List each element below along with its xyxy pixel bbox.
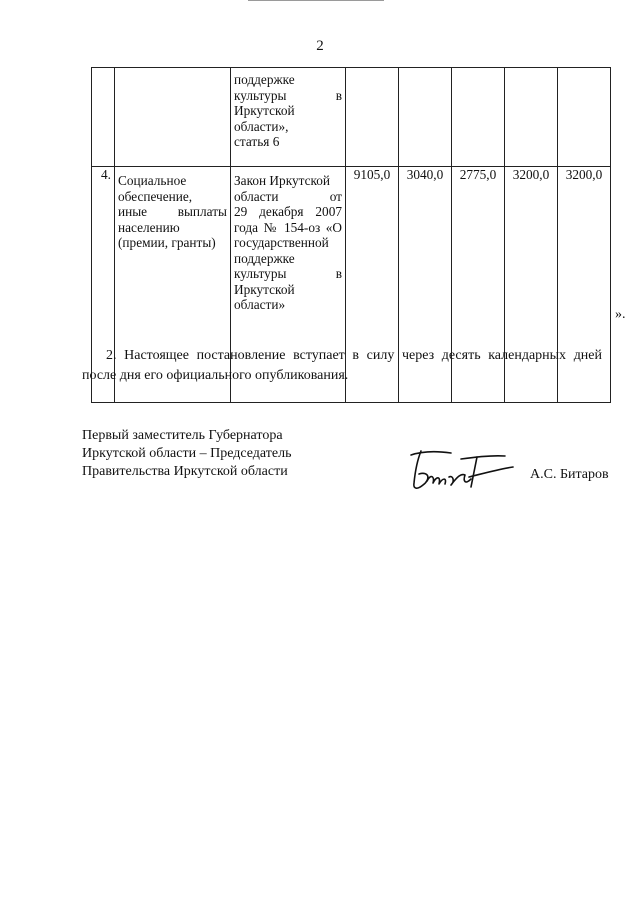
expense-type-line: иные выплаты [118,204,227,219]
expense-type-line: обеспечение, [118,188,193,204]
row-number-cell [92,68,115,167]
legal-basis-line: культуры в [234,266,342,281]
value-cell: 2775,0 [452,167,505,403]
expense-type-line: населению [118,219,180,235]
paragraph-line: дней после дня его официального опубликования. [82,348,603,383]
signer-name: А.С. Битаров [530,467,609,482]
legal-basis-line: государственной [234,235,329,250]
value-cell: 3200,0 [558,167,611,403]
legal-basis-line: культуры в [234,87,342,103]
expense-type-cell [115,68,231,167]
closing-quote-mark: ». [615,307,626,322]
legal-basis-line: Иркутской [234,103,295,118]
legal-basis-line: поддержке [234,250,295,266]
signer-title [82,427,291,481]
page-number: 2 [316,38,324,54]
legal-basis-line: области от [234,188,342,204]
signer-title-line: Иркутской области – Председатель [82,446,292,461]
legal-basis-line: Иркутской [234,281,295,297]
handwritten-signature [405,447,520,495]
paragraph-line: 2. Настоящее постановление вступает в силу через десять календарных [106,348,567,363]
legal-basis-line: области» [234,297,286,312]
value-cell [505,68,558,167]
legal-basis-cell [231,68,346,167]
value-cell [346,68,399,167]
value-cell [558,68,611,167]
legal-basis-line: области», [234,118,289,134]
legal-basis-line: года № 154-оз «О [234,219,342,235]
table-row [92,68,611,167]
signer-title-line: Правительства Иркутской области [82,464,288,479]
value-cell: 3200,0 [505,167,558,403]
legal-basis-line: статья 6 [234,134,280,149]
value-cell: 9105,0 [346,167,399,403]
legal-basis-line: 29 декабря 2007 [234,204,342,219]
value-cell: 3040,0 [399,167,452,403]
decree-paragraph [82,346,602,386]
expense-type-line: (премии, гранты) [118,235,216,250]
legal-basis-line: поддержке [234,72,295,87]
scan-top-line [248,0,384,1]
legal-basis-line: Закон Иркутской [234,173,331,188]
row-number-cell: 4. [92,167,115,403]
signer-title-line: Первый заместитель Губернатора [82,428,283,443]
value-cell [452,68,505,167]
value-cell [399,68,452,167]
expense-type-line: Социальное [118,173,187,188]
